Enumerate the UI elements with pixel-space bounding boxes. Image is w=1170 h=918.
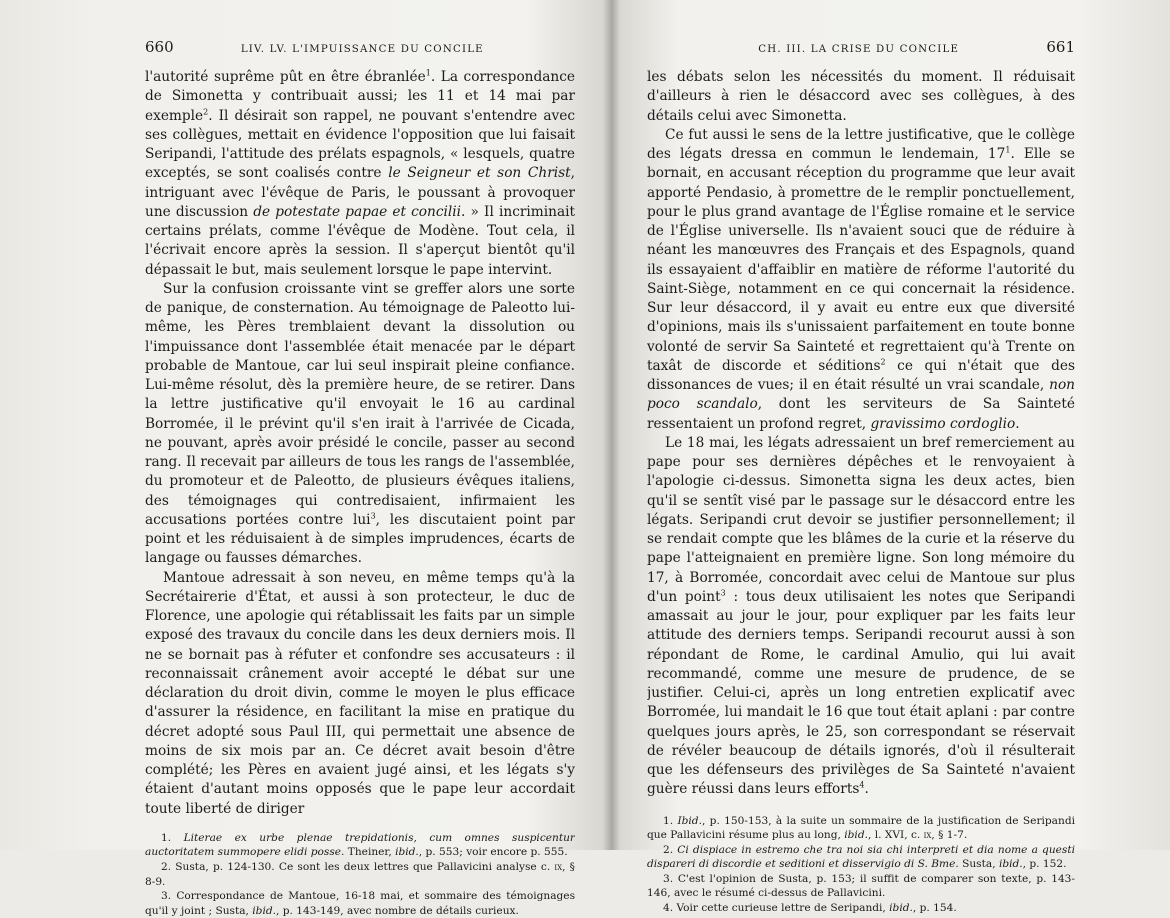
note-call: 4 [859,780,865,790]
note-call: 3 [370,511,376,521]
note-call: 1 [1005,145,1011,155]
footnote: 2. Ci dispiace in estremo che tra noi sia chi interpreti et dia nome a questi dispareri di discordie et seditioni et disservigio di S. Bme. Susta, ibid., p. 152. [647,843,1075,871]
note-call: 2 [880,357,886,367]
right-page [647,38,1075,916]
paragraph: Ce fut aussi le sens de la lettre justificative, que le collège des légats dressa en commun le lendemain, $17^1$. Elle se bornait, en accusant réception du programme que leur avait apporté Pendasio, à promettre de le remplir ponctuellement, pour le plus grand avantage de l'Église romaine et le service de l'Église universelle. Ils n'avaient souci que de réduire à néant les manœuvres des Français et des Espagnols, quand ils essayaient d'affaiblir en matière de réforme l'autorité du Saint-Siège, notamment en ce qui concernait la résidence. Sur leur désaccord, il y avait eu entre eux que diversité d'opinions, mais ils s'unissaient parfaitement en toute bonne volonté de servir Sa Sainteté et regrettaient qu'à Trente on taxât de discorde et séditions$^2$ ce qui n'était que des dissonances de vues; il en était résulté un vrai scandale, non poco scandalo, dont les serviteurs de Sa Sainteté ressentaient un profond regret, gravissimo cordoglio. [647,126,1075,432]
left-page [145,38,575,918]
right-running-head [647,38,1075,62]
note-call: 2 [203,106,209,116]
paragraph: Sur la confusion croissante vint se greffer alors une sorte de panique, de consternation. Au témoignage de Paleotto lui-même, les Pères tremblaient devant la dissolution ou l'impuissance dont l'assemblée était menacée par le départ probable de Mantoue, car lui seul inspirait pleine confiance. Lui-même résolut, dès la première heure, de se retirer. Dans la lettre justificative qu'il envoyait le 16 au cardinal Borromée, il le prévint qu'il s'en irait à l'arrivée de Cicada, ne pouvant, après avoir présidé le concile, passer au second rang. Il recevait par ailleurs de tous les rangs de l'assemblée, du promoteur et de Paleotto, de plusieurs évêques italiens, des témoignages qui contredisaient, infirmaient les accusations portées contre lui$^3$, les discutaient point par point et les réduisaient à de simples imprudences, écarts de langage ou fausses démarches. [145,280,575,567]
right-running-title: CH. III. LA CRISE DU CONCILE [758,44,960,55]
paragraph: l'autorité suprême pût en être ébranlée$^1$. La correspondance de Simonetta y contribuait aussi; les 11 et 14 mai par exemple$^2$. Il désirait son rappel, ne pouvant s'entendre avec ses collègues, mettait en évidence l'opposition que lui faisait Seripandi, l'attitude des prélats espagnols, « lesquels, quatre exceptés, se sont coalisés contre le Seigneur et son Christ, intriguant avec l'évêque de Paris, le poussant à provoquer une discussion de potestate papae et concilii. » Il incriminait certains prélats, comme l'évêque de Modène. Tout cela, il l'écrivait encore après la session. Il s'aperçut bientôt qu'il dépassait le but, mais seulement lorsque le pape intervint. [145,68,575,278]
note-call: 1 [425,68,431,78]
left-running-head [145,38,575,62]
footnote: 1. Ibid., p. 150-153, à la suite un sommaire de la justification de Seripandi que Pallavicini résume plus au long, ibid., l. XVI, c. ix, § 1-7. [647,814,1075,842]
left-page-number: 660 [145,38,174,56]
footnote: 1. Literae ex urbe plenae trepidationis, cum omnes suspicentur auctoritatem summopere elidi posse. Theiner, ibid., p. 553; voir encore p. 555. [145,831,575,859]
right-page-number: 661 [1046,38,1075,56]
right-footnotes [647,814,1075,916]
left-body-text [145,68,575,819]
footnote: 3. Correspondance de Mantoue, 16-18 mai, et sommaire des témoignages qu'il y joint ; Susta, ibid., p. 143-149, avec nombre de détails curieux. [145,890,575,917]
left-footnotes [145,831,575,918]
footnote: 3. C'est l'opinion de Susta, p. 153; il suffit de comparer son texte, p. 143-146, avec le résumé ci-dessus de Pallavicini. [647,872,1075,900]
note-call: 3 [720,588,726,598]
footnote: 2. Susta, p. 124-130. Ce sont les deux lettres que Pallavicini analyse c. ix, § 8-9. [145,860,575,888]
footnote: 4. Voir cette curieuse lettre de Seripandi, ibid., p. 154. [663,902,957,915]
right-body-text [647,68,1075,800]
left-running-title: LIV. LV. L'IMPUISSANCE DU CONCILE [240,44,484,55]
paragraph: les débats selon les nécessités du moment. Il réduisait d'ailleurs à rien le désaccord avec ses collègues, à des détails celui avec Simonetta. [647,69,1075,124]
paragraph: Le 18 mai, les légats adressaient un bref remerciement au pape pour ses dernières dépêches et le renvoyaient à l'apologie ci-dessus. Simonetta signa les deux actes, bien qu'il se sentît visé par le passage sur le désaccord entre les légats. Seripandi crut devoir se justifier personnellement; il se rendait compte que les blâmes de la curie et la réserve du pape l'atteignaient en première ligne. Son long mémoire du 17, à Borromée, concordait avec celui de Mantoue sur plus d'un point$^3$ : tous deux utilisaient les notes que Seripandi amassait au jour le jour, pour expliquer par les faits leur attitude des derniers temps. Seripandi recourut aussi à son répondant de Rome, le cardinal Amulio, qui lui avait recommandé, comme une mesure de prudence, de se justifier. Celui-ci, après un long entretien explicatif avec Borromée, lui mandait le 16 que tout était aplani : par contre quelques jours après, le 25, son correspondant se réservait de révéler beaucoup de détails ignorés, d'où il résulterait que les défenseurs des privilèges de Sa Sainteté n'avaient guère réussi dans leurs efforts$^4$. [647,434,1075,798]
paragraph: Mantoue adressait à son neveu, en même temps qu'à la Secrétairerie d'État, et aussi à son protecteur, le duc de Florence, une apologie qui rétablissait les faits par un simple exposé des travaux du concile dans les deux derniers mois. Il ne se bornait pas à réfuter et confondre ses accusateurs : il reconnaissait crânement avoir accepté le débat sur une déclaration du droit divin, comme le moyen le plus efficace d'assurer la résidence, en facilitant la mise en pratique du décret adopté sous Paul III, qui permettait une absence de moins de six mois par an. Ce décret avait besoin d'être complété; les Pères en avaient jugé ainsi, et les légats s'y étaient d'autant moins opposés que le pape leur accordait toute liberté de diriger [145,569,575,817]
